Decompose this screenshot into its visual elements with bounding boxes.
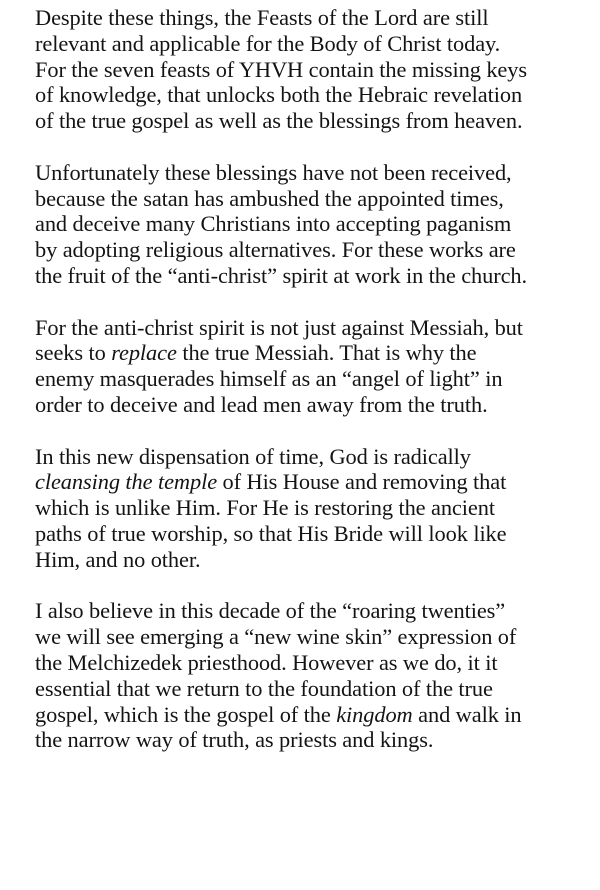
- paragraph-1: [35, 5, 595, 134]
- paragraph-5: [35, 598, 595, 753]
- text-run: and walk in: [412, 701, 522, 727]
- text-line: by adopting religious alternatives. For these works are: [35, 237, 516, 263]
- text-line: and deceive many Christians into accepting paganism: [35, 211, 512, 237]
- text-line: because the satan has ambushed the appointed times,: [35, 185, 504, 211]
- text-line: we will see emerging a “new wine skin” expression of: [35, 624, 517, 650]
- paragraph-2: [35, 160, 595, 289]
- text-line: which is unlike Him. For He is restoring the ancient: [35, 495, 495, 521]
- paragraph-3: [35, 315, 595, 418]
- text-line: For the anti-christ spirit is not just against Messiah, but: [35, 314, 523, 340]
- emphasis-text: kingdom: [336, 701, 413, 727]
- text-line: enemy masquerades himself as an “angel of light” in: [35, 366, 503, 392]
- text-run: of His House and removing that: [217, 469, 507, 495]
- text-line: paths of true worship, so that His Bride will look like: [35, 520, 507, 546]
- text-line: the Melchizedek priesthood. However as we do, it it: [35, 649, 498, 675]
- paragraph-4: [35, 444, 595, 573]
- text-line: For the seven feasts of YHVH contain the missing keys: [35, 56, 527, 82]
- text-line: Him, and no other.: [35, 546, 201, 572]
- text-line: [35, 340, 595, 366]
- text-line: the fruit of the “anti-christ” spirit at work in the church.: [35, 262, 528, 288]
- text-line: Despite these things, the Feasts of the Lord are still: [35, 5, 489, 30]
- text-line: In this new dispensation of time, God is radically: [35, 443, 471, 469]
- text-line: [35, 702, 595, 728]
- emphasis-text: replace: [111, 340, 177, 366]
- text-line: [35, 469, 595, 495]
- text-run: seeks to: [35, 340, 112, 366]
- text-line: of the true gospel as well as the blessings from heaven.: [35, 108, 523, 134]
- emphasis-text: cleansing the temple: [35, 469, 218, 495]
- text-line: order to deceive and lead men away from the truth.: [35, 391, 488, 417]
- text-line: relevant and applicable for the Body of Christ today.: [35, 30, 501, 56]
- text-run: the true Messiah. That is why the: [176, 340, 477, 366]
- text-run: gospel, which is the gospel of the: [35, 701, 337, 727]
- text-line: essential that we return to the foundation of the true: [35, 675, 493, 701]
- text-line: I also believe in this decade of the “roaring twenties”: [35, 598, 506, 624]
- text-line: of knowledge, that unlocks both the Hebraic revelation: [35, 82, 523, 108]
- text-line: the narrow way of truth, as priests and kings.: [35, 727, 434, 753]
- text-line: Unfortunately these blessings have not been received,: [35, 159, 512, 185]
- document-body: [35, 5, 595, 779]
